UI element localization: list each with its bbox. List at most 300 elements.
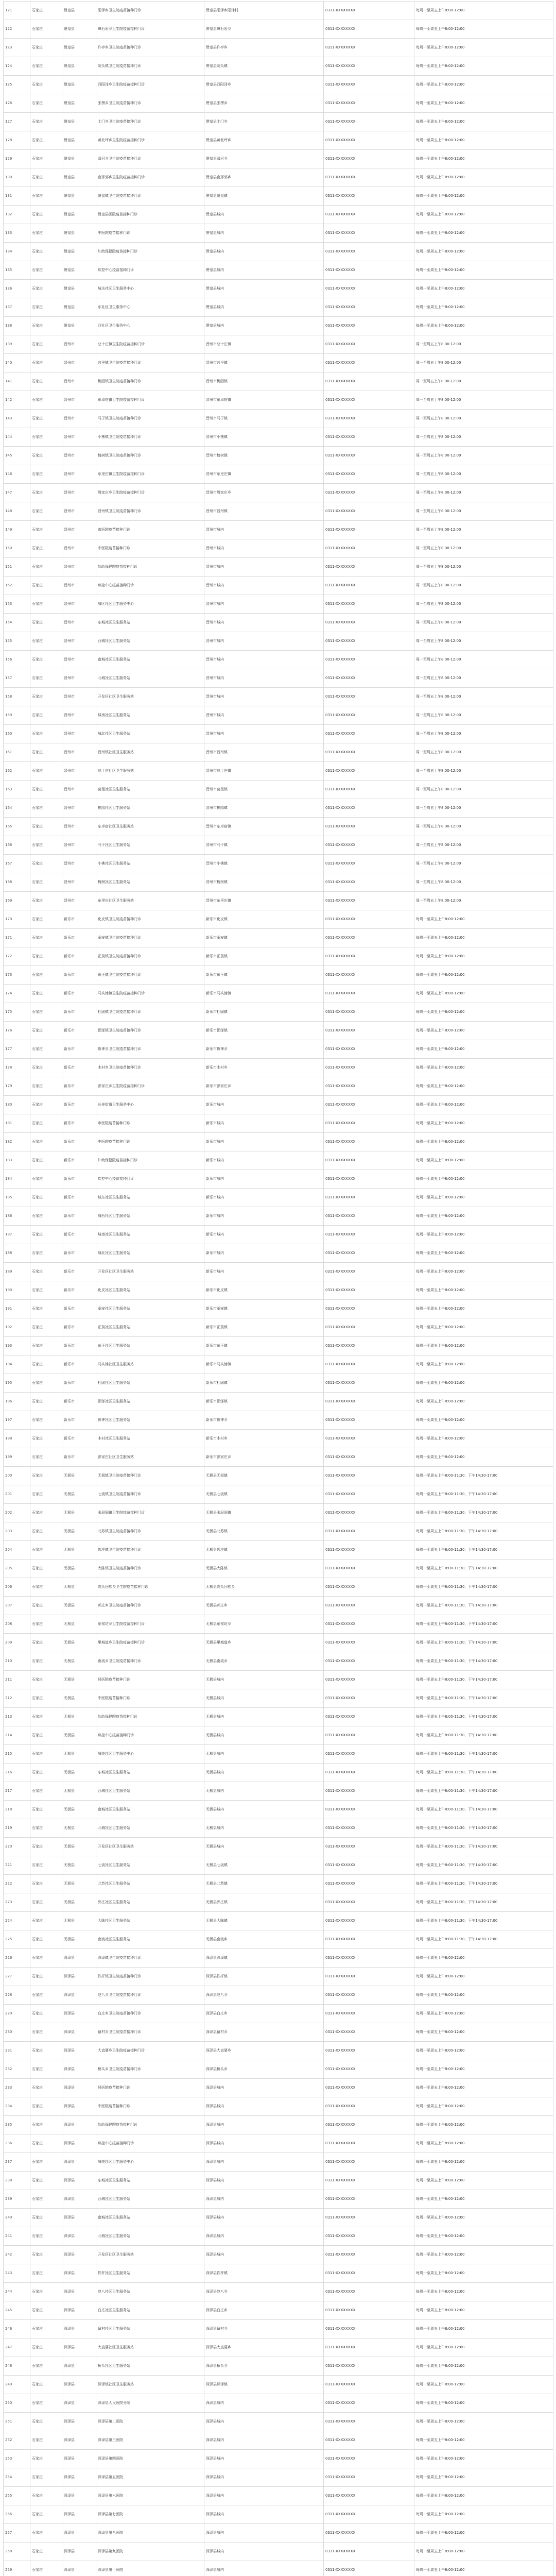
cell-name: 南流乡卫生院疫苗接种门诊 <box>96 1652 204 1671</box>
cell-name: 西城社区卫生服务站 <box>96 1782 204 1801</box>
cell-city: 石家庄 <box>30 1318 62 1337</box>
cell-no: 194 <box>4 1355 30 1374</box>
cell-hours: 周一至周五上午8:00-12:00 <box>414 836 553 855</box>
cell-no: 220 <box>4 1838 30 1856</box>
cell-address: 新乐市城内 <box>204 1151 324 1170</box>
cell-address: 晋州市城内 <box>204 669 324 688</box>
cell-district: 新乐市 <box>62 1393 96 1411</box>
cell-city: 石家庄 <box>30 94 62 113</box>
cell-name: 留村社区卫生服务站 <box>96 2320 204 2338</box>
cell-phone: 0311-XXXXXXXX <box>324 2413 414 2431</box>
cell-district: 深泽县 <box>62 2487 96 2505</box>
table-row <box>4 892 553 910</box>
cell-phone: 0311-XXXXXXXX <box>324 632 414 651</box>
cell-phone: 0311-XXXXXXXX <box>324 2172 414 2190</box>
cell-name: 城东社区卫生服务站 <box>96 1189 204 1207</box>
cell-name: 疾控中心疫苗接种门诊 <box>96 1726 204 1745</box>
cell-phone: 0311-XXXXXXXX <box>324 2487 414 2505</box>
vaccination-sites-table <box>3 1 553 2576</box>
cell-hours: 每周一至周五上午8:00-12:00 <box>414 1318 553 1337</box>
cell-district: 新乐市 <box>62 985 96 1003</box>
cell-address: 赞皇县城内 <box>204 317 324 335</box>
cell-hours: 每周一至周五上午8:00-12:00 <box>414 1355 553 1374</box>
cell-no: 190 <box>4 1281 30 1300</box>
cell-no: 193 <box>4 1337 30 1355</box>
cell-name: 协神乡卫生院疫苗接种门诊 <box>96 1040 204 1059</box>
cell-hours: 每周一至周五上午8:00-11:30，下午14:30-17:00 <box>414 1597 553 1615</box>
cell-address: 深泽县城内 <box>204 2543 324 2561</box>
cell-address: 新乐市杜固镇 <box>204 1374 324 1393</box>
cell-phone: 0311-XXXXXXXX <box>324 2097 414 2116</box>
cell-hours: 每周一至周五上午8:00-12:00 <box>414 2227 553 2246</box>
cell-district: 晋州市 <box>62 669 96 688</box>
cell-phone: 0311-XXXXXXXX <box>324 2283 414 2301</box>
cell-district: 深泽县 <box>62 2042 96 2060</box>
cell-no: 228 <box>4 1986 30 2005</box>
cell-city: 石家庄 <box>30 1133 62 1151</box>
table-row <box>4 1448 553 1467</box>
table-row <box>4 2376 553 2394</box>
cell-address: 晋州市周家庄乡 <box>204 484 324 502</box>
cell-address: 深泽县深泽镇 <box>204 2376 324 2394</box>
table-row <box>4 929 553 947</box>
cell-district: 无极县 <box>62 1745 96 1764</box>
cell-hours: 每周一至周五上午8:00-11:30，下午14:30-17:00 <box>414 1671 553 1689</box>
cell-phone: 0311-XXXXXXXX <box>324 1986 414 2005</box>
cell-hours: 每周一至周五上午8:00-12:00 <box>414 2134 553 2153</box>
cell-address: 新乐市城内 <box>204 1170 324 1189</box>
cell-district: 新乐市 <box>62 1022 96 1040</box>
cell-city: 石家庄 <box>30 2357 62 2376</box>
cell-address: 新乐市木村乡 <box>204 1059 324 1077</box>
cell-phone: 0311-XXXXXXXX <box>324 1541 414 1560</box>
table-row <box>4 2116 553 2134</box>
table-row <box>4 2431 553 2450</box>
cell-name: 留村乡卫生院疫苗接种门诊 <box>96 2023 204 2042</box>
cell-city: 石家庄 <box>30 1856 62 1875</box>
cell-city: 石家庄 <box>30 2042 62 2060</box>
cell-hours: 周一至周五上午8:00-12:00 <box>414 762 553 781</box>
cell-phone: 0311-XXXXXXXX <box>324 1838 414 1856</box>
cell-phone: 0311-XXXXXXXX <box>324 335 414 354</box>
cell-address: 深泽县桥头乡 <box>204 2357 324 2376</box>
cell-district: 新乐市 <box>62 1281 96 1300</box>
cell-no: 252 <box>4 2431 30 2450</box>
cell-city: 石家庄 <box>30 1300 62 1318</box>
cell-no: 229 <box>4 2005 30 2023</box>
cell-phone: 0311-XXXXXXXX <box>324 2023 414 2042</box>
cell-name: 杜固镇卫生院疫苗接种门诊 <box>96 1003 204 1022</box>
cell-hours: 每周一至周五上午8:00-12:00 <box>414 298 553 317</box>
cell-phone: 0311-XXXXXXXX <box>324 521 414 539</box>
cell-name: 疾控中心疫苗接种门诊 <box>96 2134 204 2153</box>
cell-hours: 每周一至周五上午8:00-12:00 <box>414 2172 553 2190</box>
table-row <box>4 187 553 206</box>
cell-phone: 0311-XXXXXXXX <box>324 410 414 428</box>
cell-city: 石家庄 <box>30 1485 62 1504</box>
cell-name: 正莫社区卫生服务站 <box>96 1318 204 1337</box>
cell-city: 石家庄 <box>30 1875 62 1893</box>
cell-phone: 0311-XXXXXXXX <box>324 2190 414 2209</box>
table-row <box>4 1226 553 1244</box>
table-row <box>4 2134 553 2153</box>
cell-address: 晋州市槐树镇 <box>204 447 324 465</box>
cell-name: 南邢郭乡卫生院疫苗接种门诊 <box>96 168 204 187</box>
cell-name: 正莫镇卫生院疫苗接种门诊 <box>96 947 204 966</box>
cell-hours: 每周一至周五上午8:00-11:30，下午14:30-17:00 <box>414 1819 553 1838</box>
cell-city: 石家庄 <box>30 2394 62 2413</box>
cell-name: 协神社区卫生服务站 <box>96 1411 204 1430</box>
cell-district: 赞皇县 <box>62 243 96 261</box>
cell-address: 赞皇县城内 <box>204 298 324 317</box>
cell-phone: 0311-XXXXXXXX <box>324 1281 414 1300</box>
cell-hours: 每周一至周五上午8:00-12:00 <box>414 910 553 929</box>
cell-no: 196 <box>4 1393 30 1411</box>
cell-name: 无极镇卫生院疫苗接种门诊 <box>96 1467 204 1485</box>
cell-district: 无极县 <box>62 1838 96 1856</box>
cell-district: 新乐市 <box>62 1114 96 1133</box>
cell-phone: 0311-XXXXXXXX <box>324 150 414 168</box>
cell-address: 深泽县城内 <box>204 2487 324 2505</box>
cell-city: 石家庄 <box>30 1411 62 1430</box>
cell-district: 晋州市 <box>62 484 96 502</box>
cell-city: 石家庄 <box>30 2413 62 2431</box>
cell-phone: 0311-XXXXXXXX <box>324 2301 414 2320</box>
table-body <box>4 2 553 2576</box>
cell-no: 143 <box>4 410 30 428</box>
cell-district: 晋州市 <box>62 465 96 484</box>
cell-hours: 每周一至周五上午8:00-12:00 <box>414 206 553 224</box>
cell-address: 晋州市营里镇 <box>204 781 324 799</box>
cell-name: 大直要乡卫生院疫苗接种门诊 <box>96 2042 204 2060</box>
cell-district: 深泽县 <box>62 2005 96 2023</box>
cell-name: 城西社区卫生服务站 <box>96 1207 204 1226</box>
cell-name: 深泽镇社区卫生服务站 <box>96 2376 204 2394</box>
cell-district: 新乐市 <box>62 966 96 985</box>
cell-address: 赞皇县清河乡 <box>204 150 324 168</box>
cell-hours: 每周一至周五上午8:00-11:30，下午14:30-17:00 <box>414 1893 553 1912</box>
cell-city: 石家庄 <box>30 317 62 335</box>
table-row <box>4 910 553 929</box>
cell-district: 赞皇县 <box>62 261 96 280</box>
cell-city: 石家庄 <box>30 873 62 892</box>
cell-district: 晋州市 <box>62 335 96 354</box>
cell-phone: 0311-XXXXXXXX <box>324 2338 414 2357</box>
cell-district: 赞皇县 <box>62 150 96 168</box>
cell-district: 新乐市 <box>62 1170 96 1189</box>
table-row <box>4 2394 553 2413</box>
cell-city: 石家庄 <box>30 1634 62 1652</box>
cell-city: 石家庄 <box>30 781 62 799</box>
cell-hours: 每周一至周五上午8:00-12:00 <box>414 2543 553 2561</box>
cell-no: 259 <box>4 2561 30 2576</box>
cell-phone: 0311-XXXXXXXX <box>324 1411 414 1430</box>
cell-city: 石家庄 <box>30 2487 62 2505</box>
cell-phone: 0311-XXXXXXXX <box>324 725 414 743</box>
cell-address: 新乐市协神乡 <box>204 1411 324 1430</box>
cell-city: 石家庄 <box>30 2172 62 2190</box>
cell-address: 新乐市马头铺镇 <box>204 1355 324 1374</box>
cell-hours: 周一至周五上午8:00-12:00 <box>414 614 553 632</box>
cell-city: 石家庄 <box>30 502 62 521</box>
cell-address: 深泽县铁杆镇 <box>204 1968 324 1986</box>
table-row <box>4 1745 553 1764</box>
cell-no: 195 <box>4 1374 30 1393</box>
cell-phone: 0311-XXXXXXXX <box>324 669 414 688</box>
cell-name: 嶂石岩乡卫生院疫苗接种门诊 <box>96 20 204 39</box>
cell-phone: 0311-XXXXXXXX <box>324 781 414 799</box>
cell-hours: 周一至周五上午8:00-12:00 <box>414 651 553 669</box>
cell-address: 深泽县白庄乡 <box>204 2005 324 2023</box>
cell-phone: 0311-XXXXXXXX <box>324 1114 414 1133</box>
cell-district: 晋州市 <box>62 595 96 614</box>
cell-address: 晋州市城内 <box>204 558 324 577</box>
cell-city: 石家庄 <box>30 1615 62 1634</box>
cell-address: 深泽县大直要乡 <box>204 2042 324 2060</box>
cell-phone: 0311-XXXXXXXX <box>324 2079 414 2097</box>
cell-phone: 0311-XXXXXXXX <box>324 1040 414 1059</box>
cell-phone: 0311-XXXXXXXX <box>324 1764 414 1782</box>
cell-address: 新乐市彭家庄乡 <box>204 1448 324 1467</box>
table-row <box>4 799 553 818</box>
cell-no: 203 <box>4 1522 30 1541</box>
table-row <box>4 1022 553 1040</box>
cell-hours: 每周一至周五上午8:00-11:30，下午14:30-17:00 <box>414 1856 553 1875</box>
cell-name: 马于镇卫生院疫苗接种门诊 <box>96 410 204 428</box>
cell-phone: 0311-XXXXXXXX <box>324 502 414 521</box>
cell-phone: 0311-XXXXXXXX <box>324 2227 414 2246</box>
cell-no: 249 <box>4 2376 30 2394</box>
cell-address: 深泽县赵八乡 <box>204 2283 324 2301</box>
table-row <box>4 1003 553 1022</box>
cell-hours: 每周一至周五上午8:00-12:00 <box>414 966 553 985</box>
cell-phone: 0311-XXXXXXXX <box>324 2468 414 2487</box>
cell-city: 石家庄 <box>30 985 62 1003</box>
cell-hours: 每周一至周五上午8:00-12:00 <box>414 947 553 966</box>
cell-no: 173 <box>4 966 30 985</box>
cell-address: 赞皇县土门乡 <box>204 113 324 131</box>
cell-hours: 每周一至周五上午8:00-12:00 <box>414 1226 553 1244</box>
cell-address: 深泽县城内 <box>204 2450 324 2468</box>
cell-phone: 0311-XXXXXXXX <box>324 799 414 818</box>
table-row <box>4 1374 553 1393</box>
cell-city: 石家庄 <box>30 224 62 243</box>
cell-phone: 0311-XXXXXXXX <box>324 2431 414 2450</box>
cell-name: 桃园镇卫生院疫苗接种门诊 <box>96 372 204 391</box>
cell-address: 深泽县城内 <box>204 2153 324 2172</box>
cell-district: 晋州市 <box>62 614 96 632</box>
cell-district: 晋州市 <box>62 428 96 447</box>
cell-city: 石家庄 <box>30 57 62 76</box>
cell-phone: 0311-XXXXXXXX <box>324 2505 414 2524</box>
cell-name: 开发区社区卫生服务站 <box>96 2246 204 2264</box>
cell-city: 石家庄 <box>30 1986 62 2005</box>
cell-phone: 0311-XXXXXXXX <box>324 595 414 614</box>
cell-address: 深泽县城内 <box>204 2079 324 2097</box>
cell-name: 黄北坪乡卫生院疫苗接种门诊 <box>96 131 204 150</box>
cell-address: 赞皇县阳泽乡阳泽村 <box>204 2 324 20</box>
cell-city: 石家庄 <box>30 743 62 762</box>
cell-address: 新乐市正莫镇 <box>204 947 324 966</box>
cell-name: 妇幼保健院疫苗接种门诊 <box>96 1708 204 1726</box>
cell-hours: 每周一至周五上午8:00-12:00 <box>414 2209 553 2227</box>
cell-name: 开发区社区卫生服务站 <box>96 688 204 706</box>
cell-hours: 周一至周五上午8:00-12:00 <box>414 465 553 484</box>
cell-district: 无极县 <box>62 1671 96 1689</box>
cell-city: 石家庄 <box>30 577 62 595</box>
cell-name: 槐树镇卫生院疫苗接种门诊 <box>96 447 204 465</box>
cell-name: 东城社区卫生服务站 <box>96 614 204 632</box>
cell-district: 深泽县 <box>62 1968 96 1986</box>
table-row <box>4 484 553 502</box>
cell-hours: 每周一至周五上午8:00-12:00 <box>414 243 553 261</box>
cell-city: 石家庄 <box>30 280 62 298</box>
cell-phone: 0311-XXXXXXXX <box>324 1151 414 1170</box>
cell-hours: 周一至周五上午8:00-12:00 <box>414 688 553 706</box>
cell-district: 新乐市 <box>62 1189 96 1207</box>
cell-name: 槐树社区卫生服务站 <box>96 873 204 892</box>
cell-address: 晋州市营里镇 <box>204 354 324 372</box>
table-row <box>4 2264 553 2283</box>
cell-no: 243 <box>4 2264 30 2283</box>
cell-city: 石家庄 <box>30 539 62 558</box>
cell-district: 晋州市 <box>62 372 96 391</box>
table-row <box>4 706 553 725</box>
cell-name: 妇幼保健院疫苗接种门诊 <box>96 558 204 577</box>
cell-no: 145 <box>4 447 30 465</box>
cell-city: 石家庄 <box>30 1244 62 1263</box>
cell-no: 214 <box>4 1726 30 1745</box>
cell-no: 151 <box>4 558 30 577</box>
cell-district: 新乐市 <box>62 1448 96 1467</box>
cell-phone: 0311-XXXXXXXX <box>324 1003 414 1022</box>
cell-phone: 0311-XXXXXXXX <box>324 2116 414 2134</box>
table-row <box>4 2338 553 2357</box>
cell-city: 石家庄 <box>30 1968 62 1986</box>
table-row <box>4 1170 553 1189</box>
cell-name: 妇幼保健院疫苗接种门诊 <box>96 2116 204 2134</box>
cell-address: 无极县北苏镇 <box>204 1522 324 1541</box>
cell-phone: 0311-XXXXXXXX <box>324 1207 414 1226</box>
cell-address: 深泽县城内 <box>204 2116 324 2134</box>
cell-name: 城关社区卫生服务中心 <box>96 280 204 298</box>
cell-address: 无极县大陈镇 <box>204 1560 324 1578</box>
cell-phone: 0311-XXXXXXXX <box>324 1263 414 1281</box>
table-row <box>4 1244 553 1263</box>
cell-district: 新乐市 <box>62 1040 96 1059</box>
cell-no: 182 <box>4 1133 30 1151</box>
cell-district: 无极县 <box>62 1801 96 1819</box>
cell-hours: 每周一至周五上午8:00-12:00 <box>414 929 553 947</box>
cell-phone: 0311-XXXXXXXX <box>324 2543 414 2561</box>
cell-district: 深泽县 <box>62 2505 96 2524</box>
table-row <box>4 669 553 688</box>
cell-address: 晋州市城内 <box>204 725 324 743</box>
cell-district: 无极县 <box>62 1856 96 1875</box>
cell-city: 石家庄 <box>30 168 62 187</box>
cell-no: 172 <box>4 947 30 966</box>
cell-no: 230 <box>4 2023 30 2042</box>
cell-no: 139 <box>4 335 30 354</box>
table-row <box>4 2450 553 2468</box>
cell-no: 207 <box>4 1597 30 1615</box>
cell-name: 北城社区卫生服务站 <box>96 669 204 688</box>
cell-name: 院头镇卫生院疫苗接种门诊 <box>96 57 204 76</box>
cell-no: 137 <box>4 298 30 317</box>
cell-name: 铁杆社区卫生服务站 <box>96 2264 204 2283</box>
table-row <box>4 1968 553 1986</box>
cell-city: 石家庄 <box>30 855 62 873</box>
cell-phone: 0311-XXXXXXXX <box>324 1170 414 1189</box>
cell-name: 总十庄社区卫生服务站 <box>96 762 204 781</box>
cell-hours: 每周一至周五上午8:00-12:00 <box>414 1003 553 1022</box>
table-row <box>4 372 553 391</box>
cell-name: 中医院疫苗接种门诊 <box>96 539 204 558</box>
cell-district: 新乐市 <box>62 1374 96 1393</box>
cell-address: 无极县南流乡 <box>204 1652 324 1671</box>
table-row <box>4 1263 553 1281</box>
cell-address: 深泽县留村乡 <box>204 2320 324 2338</box>
cell-address: 新乐市承安镇 <box>204 1300 324 1318</box>
cell-hours: 周一至周五上午8:00-12:00 <box>414 447 553 465</box>
cell-district: 晋州市 <box>62 855 96 873</box>
cell-name: 承安镇卫生院疫苗接种门诊 <box>96 929 204 947</box>
cell-no: 159 <box>4 706 30 725</box>
cell-city: 石家庄 <box>30 1708 62 1726</box>
cell-phone: 0311-XXXXXXXX <box>324 1096 414 1114</box>
cell-district: 晋州市 <box>62 539 96 558</box>
cell-district: 无极县 <box>62 1912 96 1930</box>
cell-hours: 每周一至周五上午8:00-12:00 <box>414 2524 553 2543</box>
cell-district: 晋州市 <box>62 651 96 669</box>
cell-district: 晋州市 <box>62 447 96 465</box>
cell-hours: 周一至周五上午8:00-12:00 <box>414 502 553 521</box>
cell-name: 深泽县第三医院 <box>96 2431 204 2450</box>
cell-city: 石家庄 <box>30 762 62 781</box>
cell-hours: 每周一至周五上午8:00-12:00 <box>414 1151 553 1170</box>
cell-hours: 每周一至周五上午8:00-11:30，下午14:30-17:00 <box>414 1838 553 1856</box>
table-row <box>4 428 553 447</box>
table-row <box>4 2079 553 2097</box>
cell-city: 石家庄 <box>30 2543 62 2561</box>
table-row <box>4 725 553 743</box>
cell-district: 深泽县 <box>62 2190 96 2209</box>
table-row <box>4 2413 553 2431</box>
cell-address: 新乐市马头铺镇 <box>204 985 324 1003</box>
cell-no: 136 <box>4 280 30 298</box>
cell-phone: 0311-XXXXXXXX <box>324 651 414 669</box>
table-row <box>4 57 553 76</box>
cell-address: 深泽县城内 <box>204 2246 324 2264</box>
cell-address: 新乐市协神乡 <box>204 1040 324 1059</box>
cell-no: 167 <box>4 855 30 873</box>
cell-address: 赞皇县城内 <box>204 280 324 298</box>
cell-name: 开发区社区卫生服务站 <box>96 1263 204 1281</box>
cell-district: 赞皇县 <box>62 94 96 113</box>
cell-phone: 0311-XXXXXXXX <box>324 2561 414 2576</box>
cell-hours: 每周一至周五上午8:00-12:00 <box>414 2561 553 2576</box>
cell-hours: 每周一至周五上午8:00-11:30，下午14:30-17:00 <box>414 1930 553 1949</box>
cell-name: 承安社区卫生服务站 <box>96 1300 204 1318</box>
cell-city: 石家庄 <box>30 2505 62 2524</box>
cell-hours: 每周一至周五上午8:00-12:00 <box>414 2023 553 2042</box>
cell-district: 无极县 <box>62 1726 96 1745</box>
cell-name: 深泽县第九医院 <box>96 2543 204 2561</box>
table-row <box>4 1059 553 1077</box>
cell-city: 石家庄 <box>30 1393 62 1411</box>
cell-no: 181 <box>4 1114 30 1133</box>
cell-phone: 0311-XXXXXXXX <box>324 1337 414 1355</box>
